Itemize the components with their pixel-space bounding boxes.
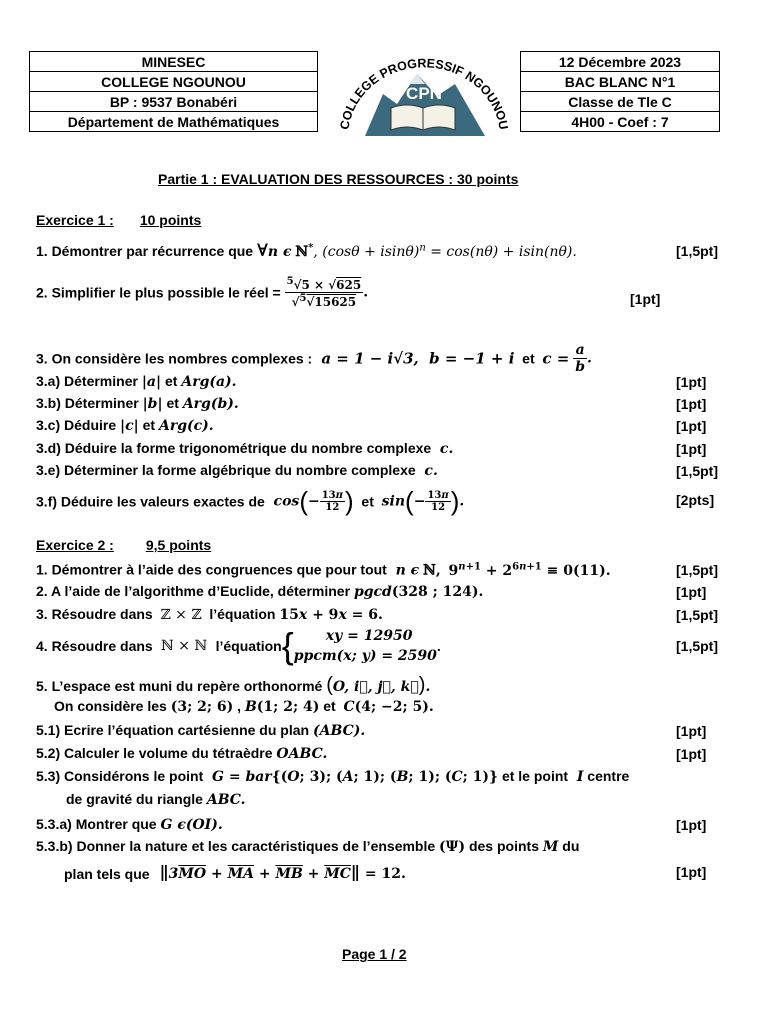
ex2-q5-points-def: On considère les (3; 2; 6) , B(1; 2; 4) et C(4; −2; 5). [54, 698, 434, 715]
ex2-q53b-cont: plan tels que $‖3\overline{MO} + \overline{MA} + \overline{MB}$ + $\overline{MC}‖ = 12$. [64, 861, 406, 886]
ex1-q2: 2. Simplifier le plus possible le réel = $\frac{^5√5 \times √625}{√^5√15625}$ . [36, 276, 369, 309]
ex1-q2-points: [1pt] [630, 291, 661, 307]
ex1-points: 10 points [139, 212, 202, 228]
logo-arc-text: COLLEGE PROGRESSIF NGOUNOU [337, 56, 511, 131]
ex2-q4-points: [1,5pt] [676, 638, 718, 654]
ex1-q3e: 3.e) Déterminer la forme algébrique du nombre complexe c. [36, 462, 438, 479]
header-left-table [29, 51, 318, 132]
page-number: Page 1 / 2 [342, 946, 407, 962]
ex2-points: 9,5 points [145, 537, 212, 553]
ex1-q3f: 3.f) Déduire les valeurs exactes de cos(− $\frac{13\pi}{12}$ ) et sin(− $\frac{13\pi}{12}$ ). [36, 486, 465, 516]
ex2-q53-cont: de gravité du riangle ABC. [66, 791, 246, 808]
ex1-q3: 3. On considère les nombres complexes : a = 1 − i√3, b = −1 + i et c = $\frac{a}{b}$ . [36, 342, 592, 375]
ex2-q1-points: [1,5pt] [676, 562, 718, 578]
ex2-q3: 3. Résoudre dans ℤ × ℤ l’équation 15x + 9x = 6. [36, 606, 383, 623]
ex1-q3f-points: [2pts] [676, 492, 715, 508]
header-ministry: MINESEC [30, 52, 318, 72]
logo-abbr: CPN [406, 84, 442, 103]
ex2-q51-points: [1pt] [676, 723, 707, 739]
ex1-q3d: 3.d) Déduire la forme trigonométrique du nombre complexe c. [36, 440, 454, 457]
ex2-q53a: 5.3.a) Montrer que G ϵ(OI). [36, 816, 223, 833]
ex1-q1: 1. Démontrer par récurrence que ∀n ϵ ℕ*, $(\cos\theta + isin\theta)^n = \cos(n\theta) + isin(n\theta)$. [36, 241, 577, 261]
header-address: BP : 9537 Bonabéri [30, 92, 318, 112]
ex1-q3c: 3.c) Déduire |c| et Arg(c). [36, 417, 214, 434]
ex1-q3d-points: [1pt] [676, 441, 707, 457]
ex2-q2: 2. A l’aide de l’algorithme d’Euclide, déterminer pgcd(328 ; 124). [36, 583, 484, 600]
ex2-q53: 5.3) Considérons le point G = bar{(O; 3); (A; 1); (B; 1); (C; 1)} et le point I centre [36, 768, 630, 785]
ex2-q52-points: [1pt] [676, 746, 707, 762]
ex2-q5: 5. L’espace est muni du repère orthonormé (O, i⃗, j⃗, k⃗). [36, 674, 431, 696]
ex1-q3a: 3.a) Déterminer |a| et Arg(a). [36, 373, 237, 390]
school-logo [335, 44, 513, 144]
header-school: COLLEGE NGOUNOU [30, 72, 318, 92]
ex1-q3e-points: [1,5pt] [676, 463, 718, 479]
ex1-q3a-points: [1pt] [676, 374, 707, 390]
ex1-q3c-points: [1pt] [676, 418, 707, 434]
ex2-q2-points: [1pt] [676, 584, 707, 600]
ex1-label: Exercice 1 : [36, 212, 114, 228]
header-date: 12 Décembre 2023 [521, 52, 720, 72]
ex2-q4: 4. Résoudre dans ℕ × ℕ l’équation{ xy = 12950 ppcm(x; y) = 2590 . [36, 625, 441, 666]
ex2-q1: 1. Démontrer à l’aide des congruences que pour tout n ϵ ℕ, $9^{n+1} + 2^{6n+1} \equiv 0(11)$. [36, 561, 611, 579]
ex2-q53a-points: [1pt] [676, 817, 707, 833]
ex2-label: Exercice 2 : [36, 537, 114, 553]
ex1-title [36, 212, 201, 228]
ex1-q3b-points: [1pt] [676, 396, 707, 412]
ex1-q1-points: [1,5pt] [676, 243, 718, 259]
ex2-q51: 5.1) Ecrire l’équation cartésienne du plan (ABC). [36, 722, 366, 739]
header-department: Département de Mathématiques [30, 112, 318, 132]
ex1-q3b: 3.b) Déterminer |b| et Arg(b). [36, 395, 239, 412]
header-class: Classe de Tle C [521, 92, 720, 112]
part-title: Partie 1 : EVALUATION DES RESSOURCES : 30 points [158, 171, 519, 187]
ex2-q3-points: [1,5pt] [676, 607, 718, 623]
ex2-q53b: 5.3.b) Donner la nature et les caractéristiques de l’ensemble (Ψ) des points M du [36, 838, 580, 855]
header-exam: BAC BLANC N°1 [521, 72, 720, 92]
header-right-table [520, 51, 720, 132]
ex2-q53b-points: [1pt] [676, 864, 707, 880]
ex2-title [36, 537, 211, 553]
header-duration: 4H00 - Coef : 7 [521, 112, 720, 132]
ex2-q52: 5.2) Calculer le volume du tétraèdre OABC. [36, 745, 328, 762]
